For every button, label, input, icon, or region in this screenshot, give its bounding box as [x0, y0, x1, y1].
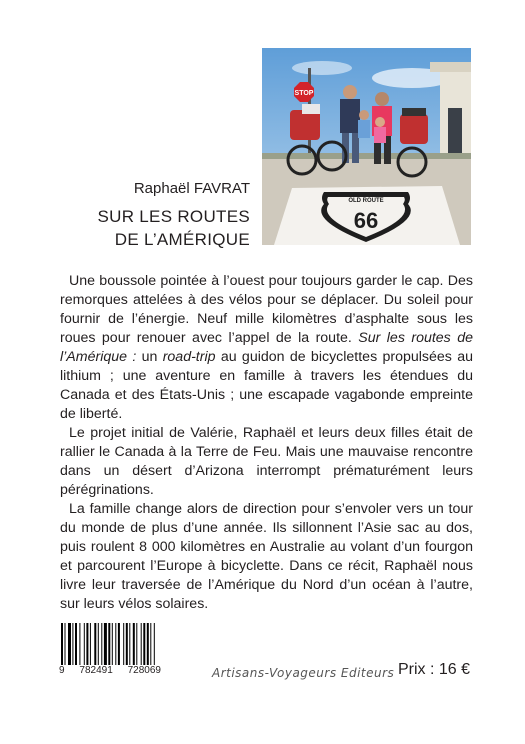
barcode-bar	[90, 623, 91, 669]
back-cover-blurb	[60, 272, 473, 614]
route-shield-number: 66	[353, 208, 379, 233]
book-title-line-2: DE L’AMÉRIQUE	[114, 230, 250, 249]
barcode-bar	[147, 623, 149, 669]
barcode-bar	[108, 623, 110, 669]
barcode-bar	[84, 623, 85, 669]
barcode-bar	[101, 623, 102, 669]
barcode-bar	[75, 623, 77, 669]
barcode-bar	[94, 623, 96, 669]
barcode-bar	[98, 623, 99, 669]
barcode-bar	[72, 623, 73, 669]
barcode-bar	[126, 623, 128, 669]
barcode-bar	[141, 623, 142, 669]
price-label: Prix : 16 €	[397, 661, 470, 678]
book-title	[97, 205, 250, 251]
route-shield-top-text: OLD ROUTE	[348, 198, 384, 204]
cover-photo	[262, 48, 471, 245]
barcode-bar	[123, 623, 124, 669]
book-title-line-1: SUR LES ROUTES	[97, 207, 250, 226]
barcode-bar	[112, 623, 113, 669]
barcode-bar	[65, 623, 66, 669]
isbn-digits: 9 782491 728069	[59, 665, 161, 676]
barcode-bar	[104, 623, 107, 669]
barcode-bar	[68, 623, 71, 669]
barcode-bar	[129, 623, 130, 669]
stop-sign-text: STOP	[294, 90, 314, 97]
barcode-bar	[133, 623, 135, 669]
author-name: Raphaël FAVRAT	[133, 180, 250, 197]
blurb-paragraph-3: La famille change alors de direction pour s’envoler vers un tour du monde de plus d’une année. Ils sillonnent l’Asie sac au dos, puis roulent 8 000 kilomètres en Australie au volant d’un fourgon et parcourent l’Europe à bicyclette. Dans ce récit, Raphaël nous livre leur traversée de l’Amérique du Nord d’un océan à l’autre, sur leurs vélos solaires.	[60, 501, 473, 612]
barcode-bar	[150, 623, 151, 669]
barcode-bar	[154, 623, 155, 669]
barcode-bar	[143, 623, 145, 669]
barcode-bar	[136, 623, 137, 669]
publisher-name: Artisans-Voyageurs Editeurs	[212, 666, 395, 680]
barcode-bar	[61, 623, 63, 669]
blurb-paragraph-2: Le projet initial de Valérie, Raphaël et leurs deux filles était de rallier le Canada à la Terre de Feu. Mais une mauvaise rencontre dans un désert d’Arizona interrompt prématurément leurs pérégrinations.	[60, 425, 473, 498]
barcode-bar	[86, 623, 88, 669]
barcode-bar	[79, 623, 80, 669]
blurb-paragraph-1: Une boussole pointée à l’ouest pour toujours garder le cap. Des remorques attelées à des vélos pour se déplacer. Du soleil pour fournir de l’énergie. Neuf mille kilomètres d’asphalte sous les roues pour renouer avec l’appel de la route. Sur les routes de l’Amérique : un road-trip au guidon de bicyclettes propulsées au lithium ; une aventure en famille à travers les étendues du Canada et des États-Unis ; une escapade vagabonde empreinte de liberté.	[60, 273, 473, 422]
barcode-bar	[118, 623, 120, 669]
barcode-bar	[115, 623, 116, 669]
